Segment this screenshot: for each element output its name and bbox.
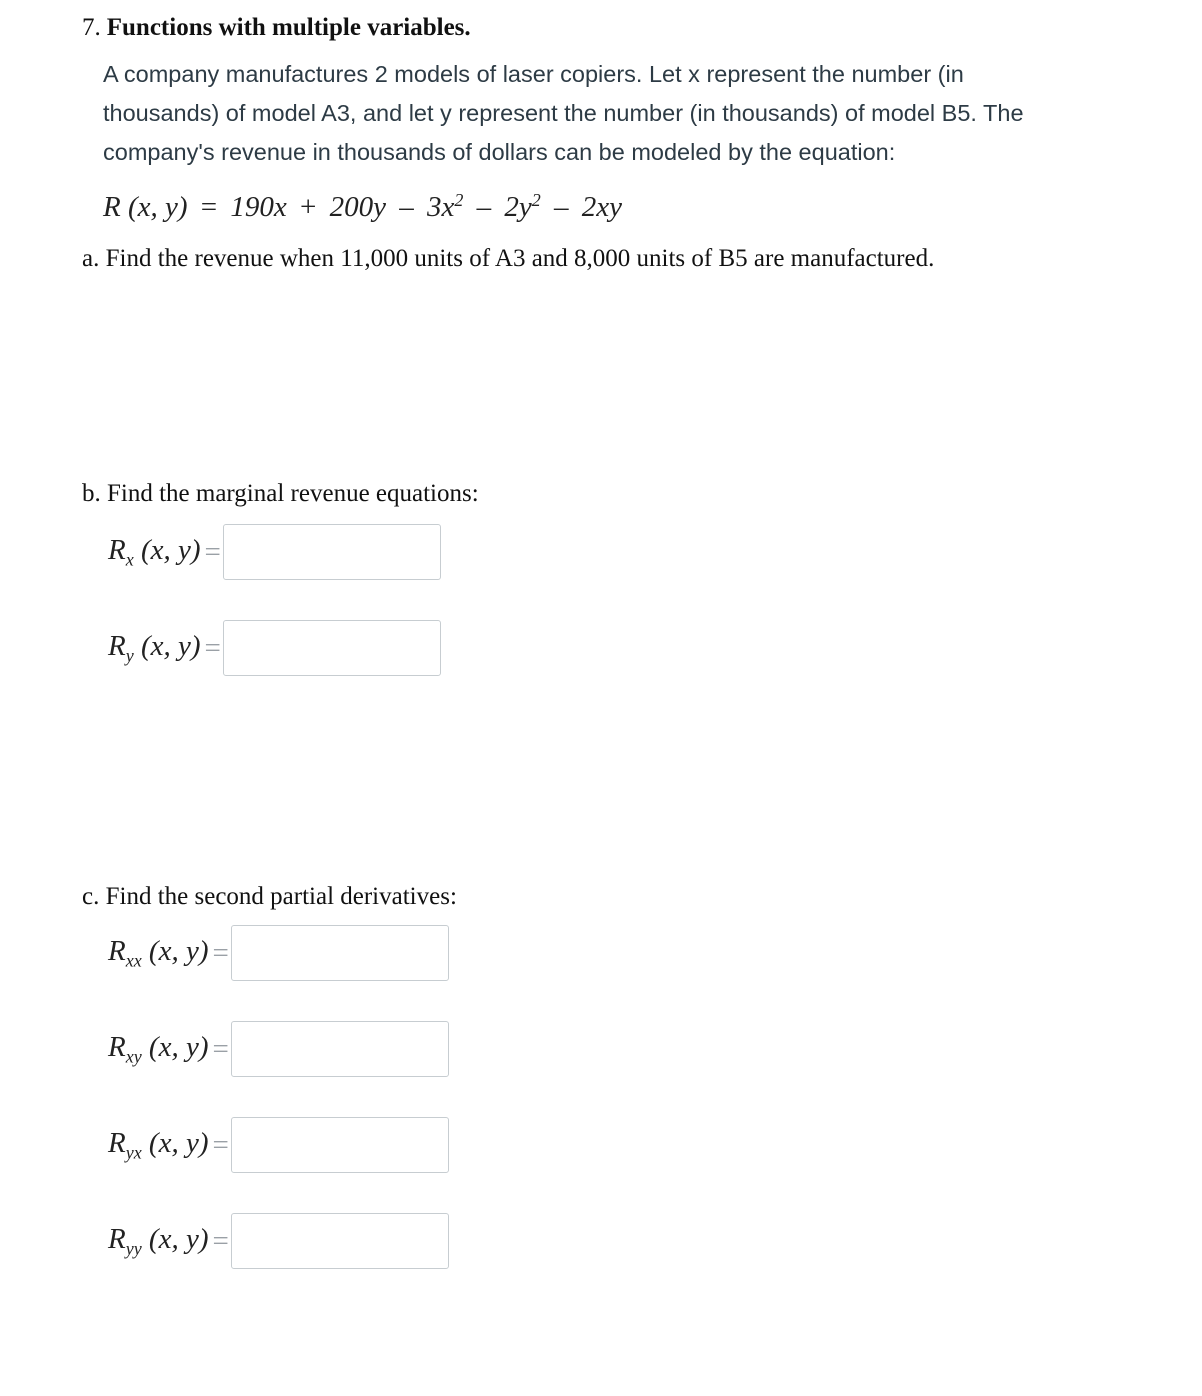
equation-term-2y: 2y — [504, 190, 532, 223]
fn-symbol: R — [108, 934, 126, 967]
fn-subscript: xy — [125, 1046, 142, 1067]
rxy-label — [108, 1031, 208, 1067]
intro-line-2: thousands) of model A3, and let y represent the number (in thousands) of model B5. The — [103, 100, 1024, 126]
fn-subscript: y — [125, 645, 134, 666]
part-b-label: b. Find the marginal revenue equations: — [82, 480, 479, 507]
equals-sign: = — [212, 936, 229, 969]
intro-line-3: company's revenue in thousands of dollars can be modeled by the equation: — [103, 139, 896, 165]
second-ryx-row — [108, 1114, 449, 1176]
second-ryy-row — [108, 1210, 449, 1272]
second-rxy-row — [108, 1018, 449, 1080]
ryy-label — [108, 1223, 208, 1259]
fn-symbol: R — [108, 533, 126, 566]
fn-args: (x, y) — [148, 934, 209, 967]
problem-number: 7. — [82, 14, 101, 41]
marginal-rx-row — [108, 521, 441, 583]
fn-args: (x, y) — [148, 1222, 209, 1255]
rxy-answer-input[interactable] — [231, 1021, 449, 1077]
equation-op: – — [476, 190, 492, 223]
fn-subscript: yx — [125, 1142, 142, 1163]
fn-symbol: R — [108, 629, 126, 662]
equation-term-190x: 190x — [230, 190, 287, 223]
revenue-equation — [103, 190, 622, 224]
equals-sign: = — [204, 631, 221, 664]
ryx-answer-input[interactable] — [231, 1117, 449, 1173]
problem-title: Functions with multiple variables. — [106, 14, 471, 41]
equation-op: – — [553, 190, 569, 223]
fn-args: (x, y) — [140, 533, 201, 566]
equation-term-2xy: 2xy — [581, 190, 622, 223]
equals-sign: = — [212, 1032, 229, 1065]
part-c-label: c. Find the second partial derivatives: — [82, 883, 457, 910]
part-a-label: a. Find the revenue when 11,000 units of A3 and 8,000 units of B5 are manufactured. — [82, 245, 935, 272]
problem-heading — [82, 14, 471, 42]
equation-args: (x, y) — [127, 190, 188, 223]
equation-term-2y2 — [504, 191, 540, 223]
marginal-ry-row — [108, 617, 441, 679]
ry-answer-input[interactable] — [223, 620, 441, 676]
ryy-answer-input[interactable] — [231, 1213, 449, 1269]
ryx-label — [108, 1127, 208, 1163]
equation-exponent: 2 — [454, 190, 464, 210]
rx-answer-input[interactable] — [223, 524, 441, 580]
equation-equals: = — [200, 190, 218, 223]
rxx-answer-input[interactable] — [231, 925, 449, 981]
intro-line-1: A company manufactures 2 models of laser copiers. Let x represent the number (in — [103, 61, 964, 87]
rxx-label — [108, 935, 208, 971]
equals-sign: = — [212, 1224, 229, 1257]
equation-term-3x: 3x — [427, 190, 455, 223]
fn-args: (x, y) — [140, 629, 201, 662]
equals-sign: = — [204, 535, 221, 568]
second-rxx-row — [108, 922, 449, 984]
fn-symbol: R — [108, 1030, 126, 1063]
fn-symbol: R — [108, 1222, 126, 1255]
fn-subscript: yy — [125, 1238, 142, 1259]
ry-label — [108, 630, 201, 666]
equation-op: – — [399, 190, 414, 223]
equals-sign: = — [212, 1128, 229, 1161]
equation-term-3x2 — [427, 191, 463, 223]
rx-label — [108, 534, 201, 570]
fn-subscript: xx — [125, 950, 142, 971]
fn-subscript: x — [125, 549, 134, 570]
equation-exponent: 2 — [531, 190, 541, 210]
fn-args: (x, y) — [148, 1030, 209, 1063]
fn-args: (x, y) — [148, 1126, 209, 1159]
fn-symbol: R — [108, 1126, 126, 1159]
equation-function: R — [103, 190, 121, 223]
equation-op: + — [300, 190, 317, 223]
equation-term-200y: 200y — [329, 190, 386, 223]
